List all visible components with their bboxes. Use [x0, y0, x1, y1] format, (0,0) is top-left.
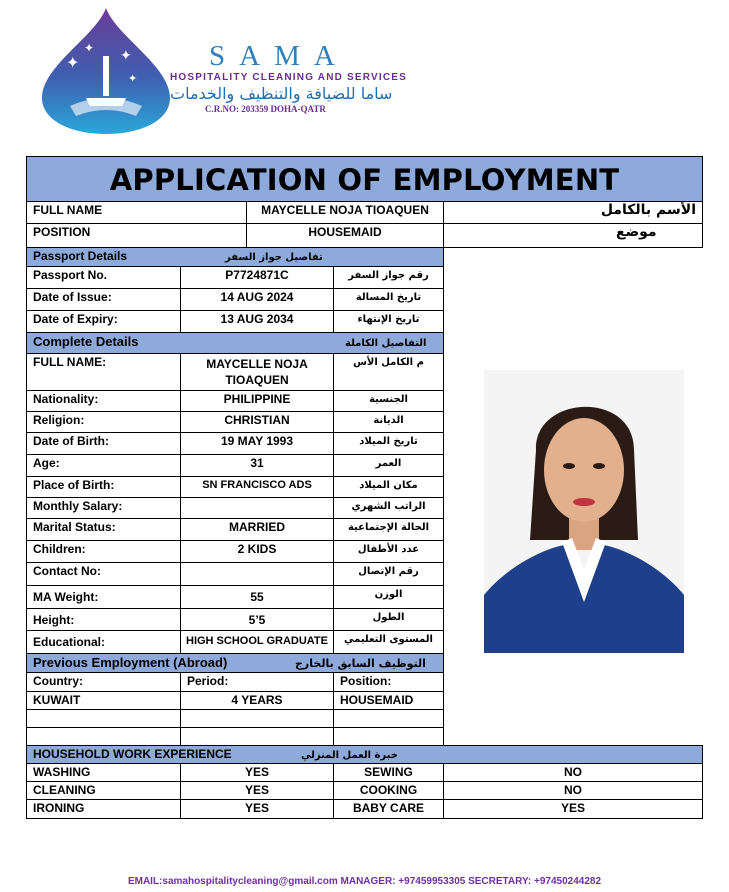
logo-subtitle: HOSPITALITY CLEANING AND SERVICES: [170, 72, 408, 83]
page-title: APPLICATION OF EMPLOYMENT: [26, 156, 703, 202]
date-of-issue-ar: تاريخ المسالة: [333, 288, 444, 311]
nationality-value: PHILIPPINE: [180, 390, 334, 412]
household-skill: WASHING: [26, 763, 181, 782]
place-of-birth-value: SN FRANCISCO ADS: [180, 476, 334, 498]
date-of-expiry-label: Date of Expiry:: [26, 310, 181, 333]
household-skill: IRONING: [26, 799, 181, 819]
household-header-ar: خبرة العمل المنزلي: [301, 750, 398, 761]
prev-empty-cell: [333, 727, 444, 746]
height-value: 5’5: [180, 608, 334, 631]
weight-ar: الوزن: [333, 585, 444, 609]
prev-empty-cell: [26, 709, 181, 728]
prev-col-position: Position:: [333, 672, 444, 692]
previous-header: [26, 653, 444, 673]
footer-contact: EMAIL:samahospitalitycleaning@gmail.com MANAGER: +97459953305 SECRETARY: +97450244282: [127, 876, 602, 887]
household-value: YES: [180, 781, 334, 800]
contact-no-ar: رقم الإتصال: [333, 562, 444, 586]
detail-full-name-line2: TIOAQUEN: [225, 373, 289, 387]
age-ar: العمر: [333, 454, 444, 477]
educational-value: HIGH SCHOOL GRADUATE: [180, 630, 334, 654]
position-label: POSITION: [26, 223, 247, 248]
applicant-photo: [484, 370, 684, 653]
household-value: YES: [180, 799, 334, 819]
prev-country-value: KUWAIT: [26, 691, 181, 710]
religion-label: Religion:: [26, 411, 181, 433]
household-skill: COOKING: [333, 781, 444, 800]
height-ar: الطول: [333, 608, 444, 631]
date-of-birth-ar: تاريخ الميلاد: [333, 432, 444, 455]
date-of-expiry-ar: تاريخ الإنتهاء: [333, 310, 444, 333]
religion-value: CHRISTIAN: [180, 411, 334, 433]
household-value: NO: [443, 763, 703, 782]
detail-full-name-value: [180, 353, 334, 391]
logo-arabic: ساما للضيافة والتنظيف والخدمات: [170, 84, 393, 103]
contact-no-value: [180, 562, 334, 586]
weight-label: MA Weight:: [26, 585, 181, 609]
household-header: [26, 745, 703, 764]
weight-value: 55: [180, 585, 334, 609]
household-skill: SEWING: [333, 763, 444, 782]
svg-text:✦: ✦: [120, 48, 132, 64]
prev-empty-cell: [333, 709, 444, 728]
place-of-birth-ar: مكان الميلاد: [333, 476, 444, 498]
date-of-issue-value: 14 AUG 2024: [180, 288, 334, 311]
household-skill: BABY CARE: [333, 799, 444, 819]
age-label: Age:: [26, 454, 181, 477]
household-header-label: HOUSEHOLD WORK EXPERIENCE: [33, 747, 232, 761]
prev-period-value: 4 YEARS: [180, 691, 334, 710]
children-ar: عدد الأطفال: [333, 540, 444, 563]
date-of-birth-label: Date of Birth:: [26, 432, 181, 455]
contact-no-label: Contact No:: [26, 562, 181, 586]
monthly-salary-value: [180, 497, 334, 519]
full-name-ar: الأسم بالكامل: [443, 201, 703, 224]
prev-col-country: Country:: [26, 672, 181, 692]
household-value: YES: [443, 799, 703, 819]
previous-header-label: Previous Employment (Abroad): [33, 655, 228, 670]
logo-crno: C.R.NO: 203359 DOHA-QATR: [205, 104, 326, 114]
details-header: [26, 332, 444, 354]
children-value: 2 KIDS: [180, 540, 334, 563]
detail-full-name-label: FULL NAME:: [26, 353, 181, 391]
prev-col-period: Period:: [180, 672, 334, 692]
svg-text:✦: ✦: [84, 41, 95, 55]
details-header-ar: التفاصيل الكاملة: [345, 338, 427, 349]
passport-no-value: P7724871C: [180, 266, 334, 289]
prev-empty-cell: [180, 727, 334, 746]
household-value: NO: [443, 781, 703, 800]
educational-ar: المستوى التعليمي: [333, 630, 444, 654]
position-ar: موضع: [443, 223, 703, 248]
passport-no-label: Passport No.: [26, 266, 181, 289]
religion-ar: الديانة: [333, 411, 444, 433]
nationality-ar: الجنسية: [333, 390, 444, 412]
passport-header: [26, 247, 444, 267]
applicant-photo-illustration: [484, 370, 684, 653]
date-of-expiry-value: 13 AUG 2034: [180, 310, 334, 333]
educational-label: Educational:: [26, 630, 181, 654]
position-value: HOUSEMAID: [246, 223, 444, 248]
passport-header-ar: تفاصيل جواز السفر: [225, 252, 323, 263]
nationality-label: Nationality:: [26, 390, 181, 412]
marital-status-label: Marital Status:: [26, 518, 181, 541]
marital-status-value: MARRIED: [180, 518, 334, 541]
prev-empty-cell: [180, 709, 334, 728]
detail-full-name-ar: م الكامل الأس: [333, 353, 444, 391]
passport-no-ar: رقم جواز السفر: [333, 266, 444, 289]
place-of-birth-label: Place of Birth:: [26, 476, 181, 498]
logo-brand: SAMA: [209, 40, 349, 72]
age-value: 31: [180, 454, 334, 477]
prev-position-value: HOUSEMAID: [333, 691, 444, 710]
marital-status-ar: الحالة الإجتماعية: [333, 518, 444, 541]
monthly-salary-label: Monthly Salary:: [26, 497, 181, 519]
svg-text:✦: ✦: [66, 53, 80, 72]
passport-header-label: Passport Details: [33, 249, 128, 263]
date-of-birth-value: 19 MAY 1993: [180, 432, 334, 455]
prev-empty-cell: [26, 727, 181, 746]
children-label: Children:: [26, 540, 181, 563]
svg-text:✦: ✦: [128, 72, 138, 85]
detail-full-name-line1: MAYCELLE NOJA: [206, 357, 308, 371]
full-name-value: MAYCELLE NOJA TIOAQUEN: [246, 201, 444, 224]
date-of-issue-label: Date of Issue:: [26, 288, 181, 311]
full-name-label: FULL NAME: [26, 201, 247, 224]
household-skill: CLEANING: [26, 781, 181, 800]
previous-header-ar: التوظيف السابق بالخارج: [295, 657, 426, 670]
household-value: YES: [180, 763, 334, 782]
monthly-salary-ar: الراتب الشهري: [333, 497, 444, 519]
details-header-label: Complete Details: [33, 334, 139, 349]
logo-drop-icon: [36, 6, 176, 136]
height-label: Height:: [26, 608, 181, 631]
